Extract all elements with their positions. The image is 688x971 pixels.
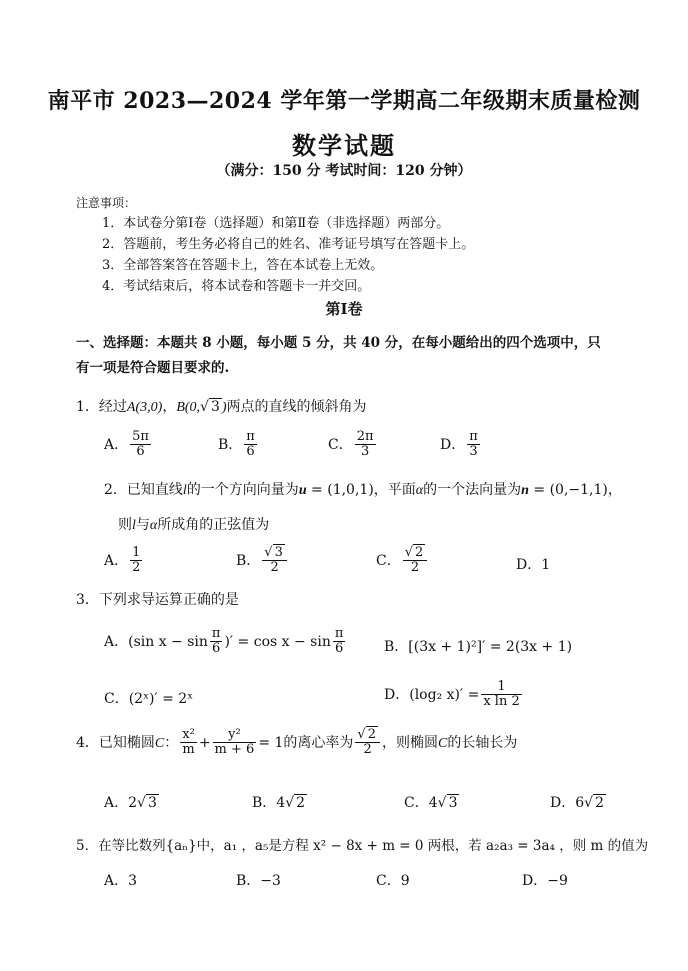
question-1: 1．经过A(3,0)，B(0,√ 3 )两点的直线的倾斜角为 <box>76 399 367 415</box>
option-d[interactable]: D． $\frac{\pi}{3}$ <box>440 429 478 460</box>
option-a[interactable]: A．(sin x − sin $\frac{\pi}{6}$ )′ = cos x − sin $\frac{\pi}{6}$ <box>104 626 344 657</box>
subject-title: 数学试题 <box>292 131 396 160</box>
exam-title: 南平市 2023—2024 学年第一学期高二年级期末质量检测 <box>47 88 641 114</box>
question-number: 1． <box>76 399 99 415</box>
fraction: $\frac{\pi}{3}$ <box>469 429 478 460</box>
question-3: 3．下列求导运算正确的是 <box>76 592 239 608</box>
fraction: $\frac{\pi}{6}$ <box>334 626 344 657</box>
option-d[interactable]: D．(log₂ x)′ = $\frac{1}{\text{x ln 2}}$ <box>384 679 520 710</box>
question-2: 2．已知直线l的一个方向向量为u = (1,0,1)，平面α的一个法向量为n = (0,−1,1)， <box>104 482 622 498</box>
fraction: $\frac{2\pi}{3}$ <box>356 429 374 460</box>
option-a[interactable]: A． $\frac{5\pi}{6}$ <box>104 429 149 460</box>
fraction: $\frac{√ 3}{2}$ <box>262 546 287 576</box>
notes-heading: 注意事项： <box>76 196 137 210</box>
question-number: 2． <box>104 482 127 498</box>
option-c[interactable]: C．(2ˣ)′ = 2ˣ <box>104 691 194 707</box>
question-number: 3． <box>76 592 99 608</box>
note-item: 1．本试卷分第Ⅰ卷（选择题）和第Ⅱ卷（非选择题）两部分。 <box>102 216 450 231</box>
option-b[interactable]: B．4√ 2 <box>252 795 306 811</box>
option-c[interactable]: C． $\frac{2\pi}{3}$ <box>328 429 374 460</box>
question-number: 5． <box>76 838 99 854</box>
note-item: 4．考试结束后，将本试卷和答题卡一并交回。 <box>102 279 371 294</box>
question-2-cont: 则l与α所成角的正弦值为 <box>118 517 270 533</box>
fraction: $\frac{\pi}{6}$ <box>246 429 255 460</box>
fraction: $\frac{√ 2}{2}$ <box>355 728 380 758</box>
fraction: $\frac{5\pi}{6}$ <box>132 429 149 460</box>
fraction: $\frac{1}{2}$ <box>132 545 141 576</box>
section-instruction-cont: 有一项是符合题目要求的. <box>76 360 230 376</box>
note-item: 3．全部答案答在答题卡上，答在本试卷上无效。 <box>102 258 384 273</box>
option-d[interactable]: D．6√ 2 <box>550 795 604 811</box>
option-b[interactable]: B． $\frac{\pi}{6}$ <box>218 429 255 460</box>
option-d[interactable]: D．1 <box>516 557 551 573</box>
note-item: 2．答题前，考生务必将自己的姓名、准考证号填写在答题卡上。 <box>102 237 475 252</box>
option-b[interactable]: B． $\frac{√ 3}{2}$ <box>236 546 289 576</box>
section-label: 第Ⅰ卷 <box>325 300 363 318</box>
option-c[interactable]: C．4√ 3 <box>404 795 458 811</box>
option-a[interactable]: A．3 <box>104 873 138 889</box>
option-b[interactable]: B．[(3x + 1)²]′ = 2(3x + 1) <box>384 639 573 655</box>
fraction: $\frac{√ 2}{2}$ <box>403 546 428 576</box>
sqrt-sign: √ <box>200 399 209 415</box>
fraction: $\frac{\text{x²}}{m}$ <box>182 727 195 758</box>
fraction: $\frac{\pi}{6}$ <box>211 626 221 657</box>
fraction: $\frac{\text{y²}}{m + 6}$ <box>214 727 255 758</box>
point-a: A(3,0) <box>126 400 163 415</box>
fraction: $\frac{1}{\text{x ln 2}}$ <box>483 679 520 710</box>
question-4: 4．已知椭圆C： $\frac{\text{x²}}{m}$ + $\frac{\text{y²}}{m + 6}$ = 1的离心率为 $\frac{√ 2}{2}$ ，则椭圆C的长轴长为 <box>76 727 518 758</box>
option-a[interactable]: A． $\frac{1}{2}$ <box>104 545 141 576</box>
question-5: 5．在等比数列{aₙ}中，a₁ ，a₅是方程 x² − 8x + m = 0 两根，若 a₂a₃ = 3a₄ ，则 m 的值为 <box>76 838 649 854</box>
question-number: 4． <box>76 734 99 751</box>
option-a[interactable]: A．2√ 3 <box>104 795 157 811</box>
option-b[interactable]: B．−3 <box>236 873 281 889</box>
option-d[interactable]: D．−9 <box>522 873 568 889</box>
section-instruction: 一、选择题：本题共 8 小题，每小题 5 分，共 40 分，在每小题给出的四个选项中，只 <box>76 335 601 351</box>
option-c[interactable]: C．9 <box>376 873 410 889</box>
exam-meta: （满分：150 分 考试时间：120 分钟） <box>216 163 472 179</box>
option-c[interactable]: C． $\frac{√ 2}{2}$ <box>376 546 429 576</box>
